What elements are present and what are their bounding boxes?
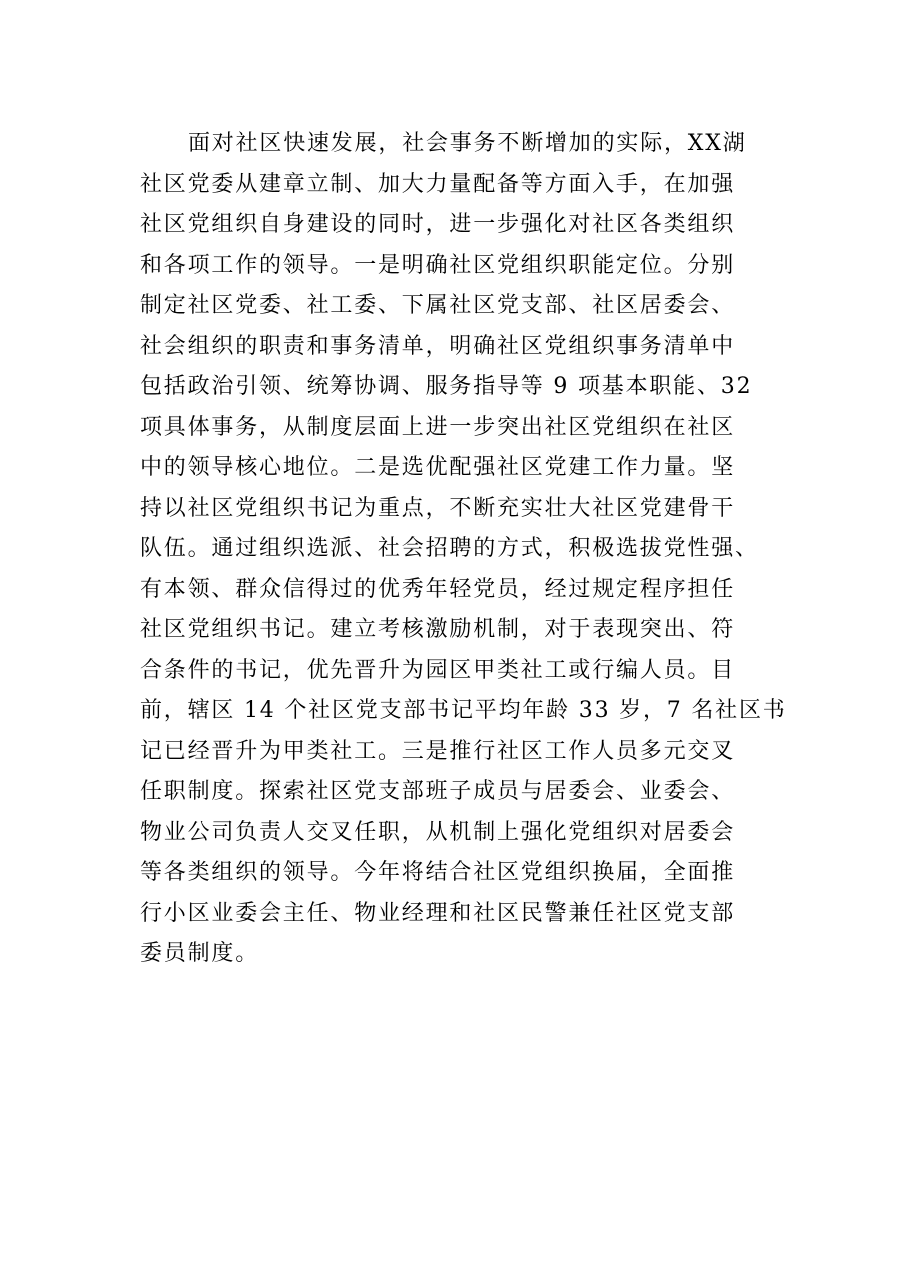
paragraph-line: 中的领导核心地位。二是选优配强社区党建工作力量。坚	[140, 455, 736, 480]
paragraph-line: 队伍。通过组织选派、社会招聘的方式，积极选拔党性强、	[140, 536, 759, 561]
paragraph-line: 面对社区快速发展，社会事务不断增加的实际，XX湖	[188, 131, 747, 156]
paragraph-line: 制定社区党委、社工委、下属社区党支部、社区居委会、	[140, 293, 736, 318]
paragraph-line: 记已经晋升为甲类社工。三是推行社区工作人员多元交叉	[140, 738, 736, 764]
paragraph-line: 持以社区党组织书记为重点，不断充实壮大社区党建骨干	[140, 495, 736, 521]
paragraph-line: 包括政治引领、统筹协调、服务指导等 9 项基本职能、32	[140, 374, 753, 399]
paragraph-line: 项具体事务，从制度层面上进一步突出社区党组织在社区	[140, 414, 736, 440]
paragraph-line: 合条件的书记，优先晋升为园区甲类社工或行编人员。目	[140, 657, 736, 683]
paragraph-line: 等各类组织的领导。今年将结合社区党组织换届，全面推	[140, 860, 736, 885]
paragraph-line: 行小区业委会主任、物业经理和社区民警兼任社区党支部	[140, 900, 736, 926]
paragraph-line: 前，辖区 14 个社区党支部书记平均年龄 33 岁，7 名社区书	[140, 698, 787, 723]
paragraph-line: 社区党组织自身建设的同时，进一步强化对社区各类组织	[140, 212, 736, 237]
paragraph-line: 社区党组织书记。建立考核激励机制，对于表现突出、符	[140, 617, 736, 642]
paragraph-line: 任职制度。探索社区党支部班子成员与居委会、业委会、	[140, 779, 736, 804]
paragraph-line: 委员制度。	[140, 941, 260, 966]
paragraph-line: 社会组织的职责和事务清单，明确社区党组织事务清单中	[140, 333, 736, 359]
paragraph-line: 物业公司负责人交叉任职，从机制上强化党组织对居委会	[140, 819, 736, 845]
paragraph-line: 社区党委从建章立制、加大力量配备等方面入手，在加强	[140, 171, 736, 197]
paragraph-line: 有本领、群众信得过的优秀年轻党员，经过规定程序担任	[140, 576, 736, 602]
body-paragraph	[140, 124, 787, 975]
paragraph-line: 和各项工作的领导。一是明确社区党组织职能定位。分别	[140, 252, 736, 278]
